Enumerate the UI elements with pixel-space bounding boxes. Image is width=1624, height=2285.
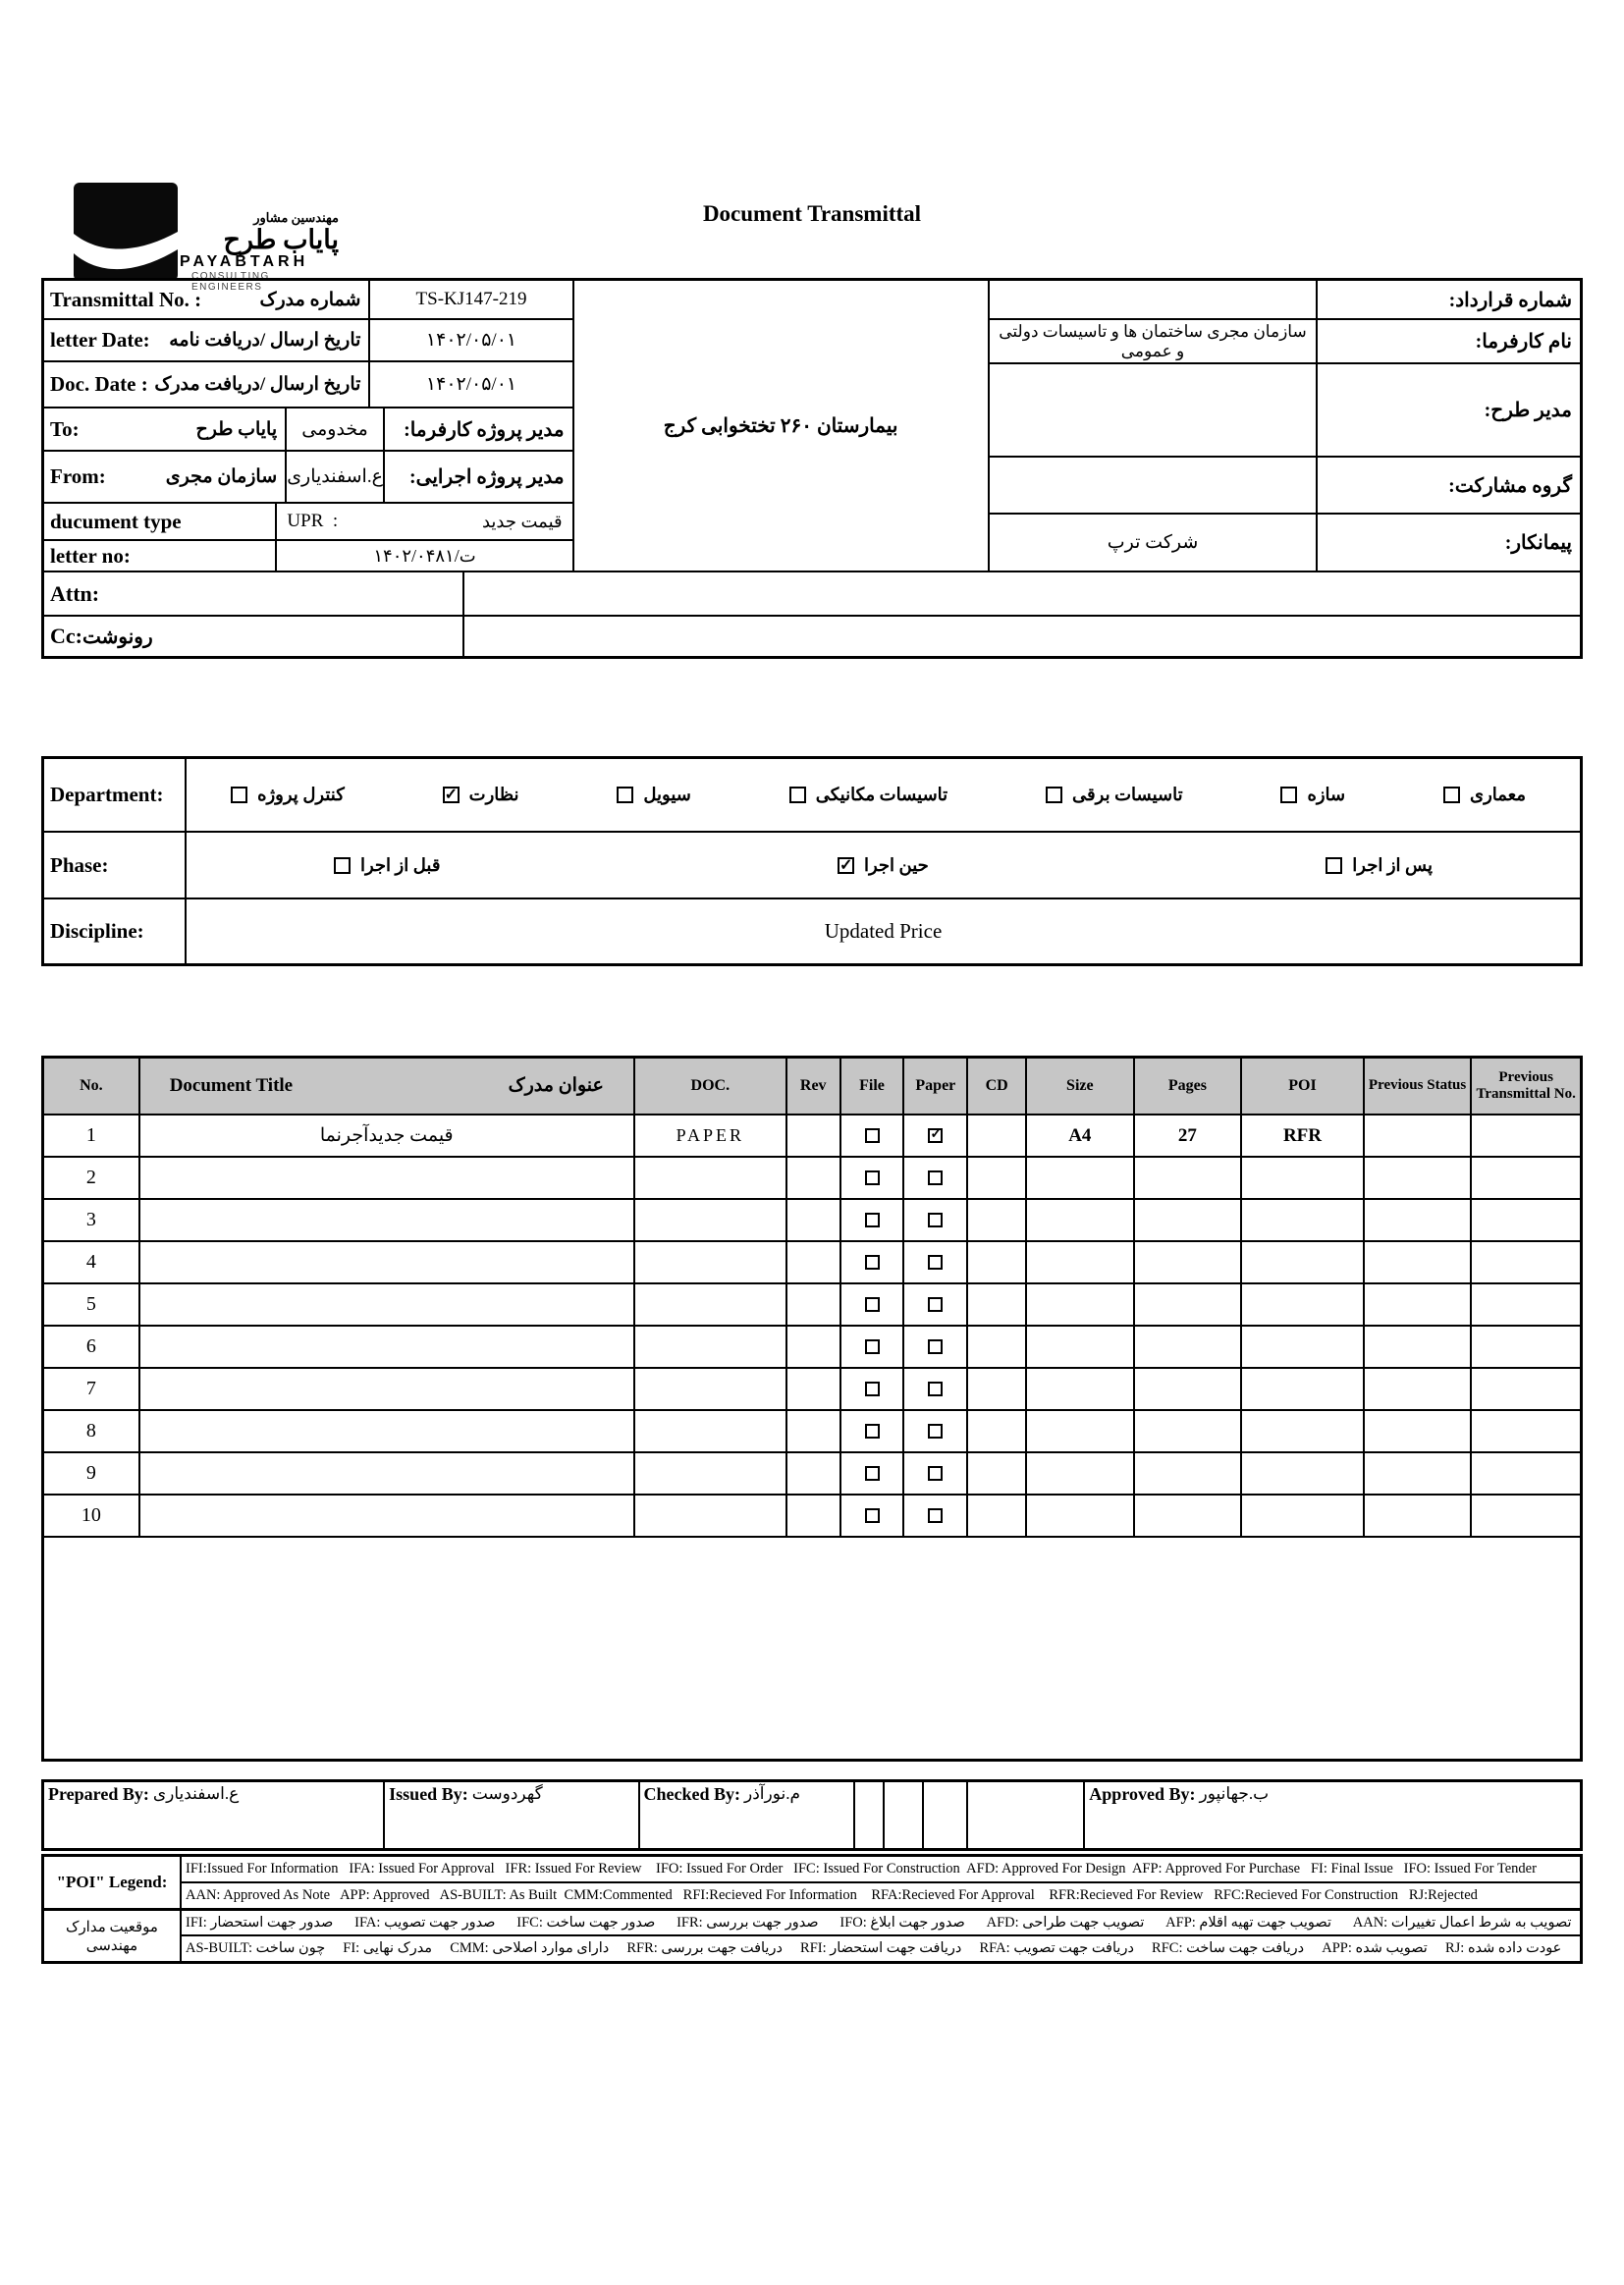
row4-no: 4: [43, 1241, 139, 1283]
from-label: [43, 451, 286, 503]
issued-by-cell[interactable]: [384, 1781, 638, 1849]
cc-label: [43, 616, 463, 657]
row8-size[interactable]: [1026, 1410, 1134, 1452]
doc-status-label-fa: موقعیت مدارک مهندسی: [43, 1909, 181, 1962]
row4-cd[interactable]: [967, 1241, 1026, 1283]
poi-legend: [41, 1854, 1583, 1964]
col-pages: Pages: [1134, 1058, 1242, 1115]
row1-title[interactable]: قیمت جدیدآجرنما: [139, 1115, 634, 1157]
row3-prev-status[interactable]: [1364, 1199, 1472, 1241]
row3-title[interactable]: [139, 1199, 634, 1241]
dept-civil-label: سیویل: [643, 785, 691, 804]
phase-after-execution[interactable]: [1326, 855, 1433, 876]
row2-size[interactable]: [1026, 1157, 1134, 1199]
row5-poi[interactable]: [1241, 1283, 1364, 1326]
row5-prev-transmittal[interactable]: [1471, 1283, 1581, 1326]
col-size: Size: [1026, 1058, 1134, 1115]
dept-project-control-checkbox[interactable]: [231, 787, 247, 803]
dept-electrical-label: تاسیسات برقی: [1072, 785, 1183, 804]
row8-file: [840, 1410, 904, 1452]
attn-label: [43, 571, 463, 616]
to-company: پایاب طرح: [195, 418, 278, 440]
contractor-label: پیمانکار:: [1317, 514, 1581, 571]
col-prev-status: Previous Status: [1364, 1058, 1472, 1115]
legend-persian-row-1: IFI: صدور جهت استحضار IFA: صدور جهت تصویب IFC: صدور جهت ساخت IFR: صدور جهت بررسی IFO: صدور جهت ابلاغ AFD: تصویب جهت طراحی AFP: تصویب جهت تهیه اقلام AAN: تصویب به شرط اعمال تغییرات: [181, 1909, 1581, 1935]
row10-rev[interactable]: [786, 1495, 840, 1537]
signature-spacer-2: [884, 1781, 923, 1849]
document-type-label: [43, 503, 276, 540]
row6-rev[interactable]: [786, 1326, 840, 1368]
row1-file: [840, 1115, 904, 1157]
row8-poi[interactable]: [1241, 1410, 1364, 1452]
contract-no-label: شماره قرارداد:: [1317, 280, 1581, 319]
project-name: بیمارستان ۲۶۰ تختخوابی کرج: [663, 415, 898, 437]
table-row-3: [43, 1199, 1581, 1241]
col-prev-transmittal: Previous Transmittal No.: [1471, 1058, 1581, 1115]
design-manager-label: مدیر طرح:: [1317, 363, 1581, 457]
row8-title[interactable]: [139, 1410, 634, 1452]
document-type-code: UPR :: [287, 511, 339, 531]
row8-paper: [903, 1410, 967, 1452]
row9-no: 9: [43, 1452, 139, 1495]
row10-doc[interactable]: [634, 1495, 786, 1537]
phase-after-checkbox[interactable]: [1326, 857, 1342, 874]
page-title: Document Transmittal: [702, 201, 922, 226]
row3-paper-checkbox[interactable]: [928, 1213, 943, 1227]
row2-pages[interactable]: [1134, 1157, 1242, 1199]
table-row-2: [43, 1157, 1581, 1199]
row10-no: 10: [43, 1495, 139, 1537]
row4-file-checkbox[interactable]: [865, 1255, 880, 1270]
row8-prev-transmittal[interactable]: [1471, 1410, 1581, 1452]
contractor-value[interactable]: شرکت ترپ: [989, 514, 1318, 571]
row9-doc[interactable]: [634, 1452, 786, 1495]
row5-rev[interactable]: [786, 1283, 840, 1326]
row1-prev-transmittal[interactable]: [1471, 1115, 1581, 1157]
row2-file-checkbox[interactable]: [865, 1170, 880, 1185]
row8-cd[interactable]: [967, 1410, 1026, 1452]
document-type-label-en: ducument type: [50, 509, 182, 533]
row10-file-checkbox[interactable]: [865, 1508, 880, 1523]
phase-during-label: حین اجرا: [863, 854, 929, 875]
row5-prev-status[interactable]: [1364, 1283, 1472, 1326]
row6-file: [840, 1326, 904, 1368]
dept-project-control[interactable]: [231, 785, 345, 805]
row7-doc[interactable]: [634, 1368, 786, 1410]
logo-en-tagline: CONSULTING ENGINEERS: [191, 271, 270, 294]
row8-pages[interactable]: [1134, 1410, 1242, 1452]
row1-paper-checkbox[interactable]: [928, 1128, 943, 1143]
row4-doc[interactable]: [634, 1241, 786, 1283]
row10-prev-status[interactable]: [1364, 1495, 1472, 1537]
signatures-row: [41, 1779, 1583, 1851]
dept-supervision[interactable]: [443, 785, 519, 805]
from-person[interactable]: ع.اسفندیاری: [286, 451, 384, 503]
row2-no: 2: [43, 1157, 139, 1199]
col-doc: DOC.: [634, 1058, 786, 1115]
col-rev: Rev: [786, 1058, 840, 1115]
poi-legend-label: "POI" Legend:: [43, 1856, 181, 1909]
partnership-group-label: گروه مشارکت:: [1317, 457, 1581, 514]
dept-architecture[interactable]: [1443, 785, 1526, 805]
row10-paper-checkbox[interactable]: [928, 1508, 943, 1523]
row3-poi[interactable]: [1241, 1199, 1364, 1241]
row2-poi[interactable]: [1241, 1157, 1364, 1199]
row5-doc[interactable]: [634, 1283, 786, 1326]
row3-file: [840, 1199, 904, 1241]
dept-supervision-label: نظارت: [468, 785, 519, 804]
row4-size[interactable]: [1026, 1241, 1134, 1283]
row1-prev-status[interactable]: [1364, 1115, 1472, 1157]
row5-paper-checkbox[interactable]: [928, 1297, 943, 1312]
letter-no-label: [43, 540, 276, 571]
payabtarh-logo-icon: [74, 183, 178, 281]
attn-value[interactable]: [463, 571, 1581, 616]
department-label: Department:: [43, 758, 186, 832]
project-name-cell: [573, 280, 989, 571]
documents-table-body: [43, 1115, 1581, 1537]
phase-before-label: قبل از اجرا: [360, 854, 441, 875]
row4-paper: [903, 1241, 967, 1283]
dept-electrical[interactable]: [1046, 785, 1183, 805]
to-role-label: مدیر پروژه کارفرما:: [384, 408, 573, 451]
transmittal-info-table: [41, 278, 1583, 659]
row9-file-checkbox[interactable]: [865, 1466, 880, 1481]
row9-paper-checkbox[interactable]: [928, 1466, 943, 1481]
row6-paper-checkbox[interactable]: [928, 1339, 943, 1354]
row4-title[interactable]: [139, 1241, 634, 1283]
row10-prev-transmittal[interactable]: [1471, 1495, 1581, 1537]
dept-electrical-checkbox[interactable]: [1046, 787, 1062, 803]
row9-pages[interactable]: [1134, 1452, 1242, 1495]
row6-doc[interactable]: [634, 1326, 786, 1368]
approved-by-cell[interactable]: [1084, 1781, 1581, 1849]
row3-no: 3: [43, 1199, 139, 1241]
classification-table: [41, 756, 1583, 966]
row8-file-checkbox[interactable]: [865, 1424, 880, 1439]
row7-paper-checkbox[interactable]: [928, 1382, 943, 1396]
table-row-4: [43, 1241, 1581, 1283]
to-label: [43, 408, 286, 451]
row2-file: [840, 1157, 904, 1199]
discipline-label: Discipline:: [43, 898, 186, 964]
issued-by-label: Issued By:: [389, 1784, 468, 1804]
row10-cd[interactable]: [967, 1495, 1026, 1537]
from-label-en: From:: [50, 464, 106, 488]
row5-cd[interactable]: [967, 1283, 1026, 1326]
row2-paper-checkbox[interactable]: [928, 1170, 943, 1185]
document-type-value[interactable]: [276, 503, 572, 540]
discipline-value[interactable]: Updated Price: [186, 898, 1581, 964]
client-name-label: نام کارفرما:: [1317, 319, 1581, 363]
prepared-by-name: ع.اسفندیاری: [152, 1784, 240, 1803]
row1-cd[interactable]: [967, 1115, 1026, 1157]
letter-date-label-en: letter Date:: [50, 328, 150, 352]
col-no: No.: [43, 1058, 139, 1115]
row6-file-checkbox[interactable]: [865, 1339, 880, 1354]
row3-size[interactable]: [1026, 1199, 1134, 1241]
row6-size[interactable]: [1026, 1326, 1134, 1368]
row7-size[interactable]: [1026, 1368, 1134, 1410]
doc-date-value[interactable]: ۱۴۰۲/۰۵/۰۱: [369, 361, 572, 408]
row2-prev-transmittal[interactable]: [1471, 1157, 1581, 1199]
row5-paper: [903, 1283, 967, 1326]
dept-mechanical-checkbox[interactable]: [789, 787, 806, 803]
row5-pages[interactable]: [1134, 1283, 1242, 1326]
row7-cd[interactable]: [967, 1368, 1026, 1410]
phase-during-checkbox[interactable]: [838, 857, 854, 874]
cc-value[interactable]: [463, 616, 1581, 657]
prepared-by-cell[interactable]: [43, 1781, 384, 1849]
table-row-7: [43, 1368, 1581, 1410]
row9-cd[interactable]: [967, 1452, 1026, 1495]
row10-file: [840, 1495, 904, 1537]
row2-prev-status[interactable]: [1364, 1157, 1472, 1199]
row3-doc[interactable]: [634, 1199, 786, 1241]
table-row-1: [43, 1115, 1581, 1157]
letter-date-value[interactable]: ۱۴۰۲/۰۵/۰۱: [369, 319, 572, 361]
row3-pages[interactable]: [1134, 1199, 1242, 1241]
legend-english-row-2: AAN: Approved As Note APP: Approved AS-BUILT: As Built CMM:Commented RFI:Recieved For Information RFA:Recieved For Approval RFR:Recieved For Review RFC:Recieved For Construction RJ:Rejected: [181, 1882, 1581, 1909]
row4-paper-checkbox[interactable]: [928, 1255, 943, 1270]
row1-poi[interactable]: RFR: [1241, 1115, 1364, 1157]
row10-pages[interactable]: [1134, 1495, 1242, 1537]
phase-during-execution[interactable]: [838, 855, 929, 876]
row9-title[interactable]: [139, 1452, 634, 1495]
document-type-fa: قیمت جدید: [481, 511, 563, 531]
dept-structure[interactable]: [1280, 785, 1345, 805]
letter-date-label: [43, 319, 369, 361]
row3-file-checkbox[interactable]: [865, 1213, 880, 1227]
design-manager-value[interactable]: [989, 363, 1318, 457]
col-cd: CD: [967, 1058, 1026, 1115]
row6-cd[interactable]: [967, 1326, 1026, 1368]
row2-rev[interactable]: [786, 1157, 840, 1199]
row8-no: 8: [43, 1410, 139, 1452]
row7-pages[interactable]: [1134, 1368, 1242, 1410]
row9-prev-status[interactable]: [1364, 1452, 1472, 1495]
row9-rev[interactable]: [786, 1452, 840, 1495]
dept-architecture-label: معماری: [1470, 785, 1526, 804]
col-title-en: Document Title: [169, 1075, 294, 1097]
dept-civil-checkbox[interactable]: [617, 787, 633, 803]
col-title-fa: عنوان مدرک: [508, 1075, 604, 1097]
phase-after-label: پس از اجرا: [1352, 854, 1433, 875]
dept-architecture-checkbox[interactable]: [1443, 787, 1460, 803]
issued-by-name: گهردوست: [471, 1784, 543, 1803]
table-row-5: [43, 1283, 1581, 1326]
signature-spacer-3: [923, 1781, 967, 1849]
row1-doc[interactable]: PAPER: [634, 1115, 786, 1157]
to-label-en: To:: [50, 416, 80, 441]
table-row-6: [43, 1326, 1581, 1368]
row6-poi[interactable]: [1241, 1326, 1364, 1368]
row9-paper: [903, 1452, 967, 1495]
approved-by-label: Approved By:: [1089, 1784, 1196, 1804]
phase-options: [186, 832, 1581, 898]
attn-label-en: Attn:: [50, 580, 100, 606]
row7-file-checkbox[interactable]: [865, 1382, 880, 1396]
row1-pages[interactable]: 27: [1134, 1115, 1242, 1157]
row7-no: 7: [43, 1368, 139, 1410]
col-file: File: [840, 1058, 904, 1115]
letter-no-label-en: letter no:: [50, 543, 131, 568]
dept-structure-checkbox[interactable]: [1280, 787, 1297, 803]
row10-poi[interactable]: [1241, 1495, 1364, 1537]
table-row-9: [43, 1452, 1581, 1495]
checked-by-cell[interactable]: [639, 1781, 854, 1849]
checked-by-label: Checked By:: [643, 1784, 740, 1804]
row6-no: 6: [43, 1326, 139, 1368]
transmittal-no-label: [43, 280, 369, 319]
department-options: [186, 758, 1581, 832]
row6-prev-transmittal[interactable]: [1471, 1326, 1581, 1368]
row10-size[interactable]: [1026, 1495, 1134, 1537]
row5-no: 5: [43, 1283, 139, 1326]
row9-prev-transmittal[interactable]: [1471, 1452, 1581, 1495]
doc-date-label-en: Doc. Date :: [50, 372, 148, 396]
row6-prev-status[interactable]: [1364, 1326, 1472, 1368]
row7-prev-status[interactable]: [1364, 1368, 1472, 1410]
row1-rev[interactable]: [786, 1115, 840, 1157]
row7-paper: [903, 1368, 967, 1410]
row2-cd[interactable]: [967, 1157, 1026, 1199]
cc-label-en: Cc:: [50, 624, 82, 648]
col-poi: POI: [1241, 1058, 1364, 1115]
row3-paper: [903, 1199, 967, 1241]
letter-no-value[interactable]: ت/۱۴۰۲/۰۴۸۱: [276, 540, 572, 571]
transmittal-no-label-en: Transmittal No. :: [50, 287, 202, 311]
doc-date-label: [43, 361, 369, 408]
table-row-8: [43, 1410, 1581, 1452]
row8-paper-checkbox[interactable]: [928, 1424, 943, 1439]
client-name-value[interactable]: سازمان مجری ساختمان ها و تاسیسات دولتی و عمومی: [989, 319, 1318, 363]
col-paper: Paper: [903, 1058, 967, 1115]
legend-english-row-1: IFI:Issued For Information IFA: Issued For Approval IFR: Issued For Review IFO: Issued For Order IFC: Issued For Construction AFD: Approved For Design AFP: Approved For Purchase FI: Final Issue IFO: Issued For Tender: [181, 1856, 1581, 1882]
transmittal-no-label-fa: شماره مدرک: [259, 289, 361, 310]
dept-mechanical-label: تاسیسات مکانیکی: [815, 785, 948, 804]
empty-notes-area: [43, 1537, 1581, 1760]
row1-file-checkbox[interactable]: [865, 1128, 880, 1143]
row2-paper: [903, 1157, 967, 1199]
dept-supervision-checkbox[interactable]: [443, 787, 460, 803]
prepared-by-label: Prepared By:: [48, 1784, 149, 1804]
doc-date-label-fa: تاریخ ارسال /دریافت مدرک: [154, 374, 361, 395]
row7-prev-transmittal[interactable]: [1471, 1368, 1581, 1410]
from-company: سازمان مجری: [165, 466, 278, 487]
row8-doc[interactable]: [634, 1410, 786, 1452]
row5-file-checkbox[interactable]: [865, 1297, 880, 1312]
row9-file: [840, 1452, 904, 1495]
row4-pages[interactable]: [1134, 1241, 1242, 1283]
table-row-10: [43, 1495, 1581, 1537]
checked-by-name: م.نورآذر: [744, 1784, 801, 1803]
company-logo: [74, 183, 339, 293]
row10-paper: [903, 1495, 967, 1537]
logo-fa-tagline: مهندسین مشاور: [253, 210, 339, 225]
letter-date-label-fa: تاریخ ارسال /دریافت نامه: [169, 330, 361, 351]
legend-persian-row-2: AS-BUILT: چون ساخت FI: مدرک نهایی CMM: دارای موارد اصلاحی RFR: دریافت جهت بررسی RFI: دریافت جهت استحضار RFA: دریافت جهت تصویب RFC: دریافت جهت ساخت APP: تصویب شده RJ: عودت داده شده: [181, 1935, 1581, 1962]
row7-poi[interactable]: [1241, 1368, 1364, 1410]
contract-no-value[interactable]: [989, 280, 1318, 319]
phase-before-checkbox[interactable]: [334, 857, 351, 874]
row9-poi[interactable]: [1241, 1452, 1364, 1495]
row4-prev-transmittal[interactable]: [1471, 1241, 1581, 1283]
phase-before-execution[interactable]: [334, 855, 440, 876]
row6-paper: [903, 1326, 967, 1368]
row1-size[interactable]: A4: [1026, 1115, 1134, 1157]
row7-rev[interactable]: [786, 1368, 840, 1410]
row4-poi[interactable]: [1241, 1241, 1364, 1283]
row9-size[interactable]: [1026, 1452, 1134, 1495]
cc-label-fa: رونوشت: [81, 626, 153, 648]
row6-title[interactable]: [139, 1326, 634, 1368]
to-person[interactable]: مخدومی: [286, 408, 384, 451]
row10-title[interactable]: [139, 1495, 634, 1537]
logo-en-name: PAYABTARH: [180, 253, 309, 271]
row5-title[interactable]: [139, 1283, 634, 1326]
row4-rev[interactable]: [786, 1241, 840, 1283]
row1-no: 1: [43, 1115, 139, 1157]
row4-prev-status[interactable]: [1364, 1241, 1472, 1283]
dept-structure-label: سازه: [1307, 785, 1346, 804]
documents-table: [41, 1056, 1583, 1762]
partnership-group-value[interactable]: [989, 457, 1318, 514]
row2-doc[interactable]: [634, 1157, 786, 1199]
row8-rev[interactable]: [786, 1410, 840, 1452]
signature-spacer-4: [967, 1781, 1085, 1849]
dept-mechanical[interactable]: [789, 785, 947, 805]
row5-size[interactable]: [1026, 1283, 1134, 1326]
row4-file: [840, 1241, 904, 1283]
row3-rev[interactable]: [786, 1199, 840, 1241]
dept-civil[interactable]: [617, 785, 690, 805]
logo-fa-name: پایاب طرح: [223, 225, 339, 254]
documents-table-header: [43, 1058, 1581, 1115]
row2-title[interactable]: [139, 1157, 634, 1199]
approved-by-name: ب.جهانپور: [1199, 1784, 1270, 1803]
transmittal-no-value[interactable]: TS-KJ147-219: [369, 280, 572, 319]
row1-paper: [903, 1115, 967, 1157]
signature-spacer-1: [854, 1781, 884, 1849]
dept-project-control-label: کنترل پروژه: [257, 785, 345, 804]
row8-prev-status[interactable]: [1364, 1410, 1472, 1452]
phase-label: Phase:: [43, 832, 186, 898]
row5-file: [840, 1283, 904, 1326]
row7-file: [840, 1368, 904, 1410]
row3-prev-transmittal[interactable]: [1471, 1199, 1581, 1241]
row3-cd[interactable]: [967, 1199, 1026, 1241]
from-role-label: مدیر پروژه اجرایی:: [384, 451, 573, 503]
row6-pages[interactable]: [1134, 1326, 1242, 1368]
col-title: [139, 1058, 634, 1115]
row7-title[interactable]: [139, 1368, 634, 1410]
